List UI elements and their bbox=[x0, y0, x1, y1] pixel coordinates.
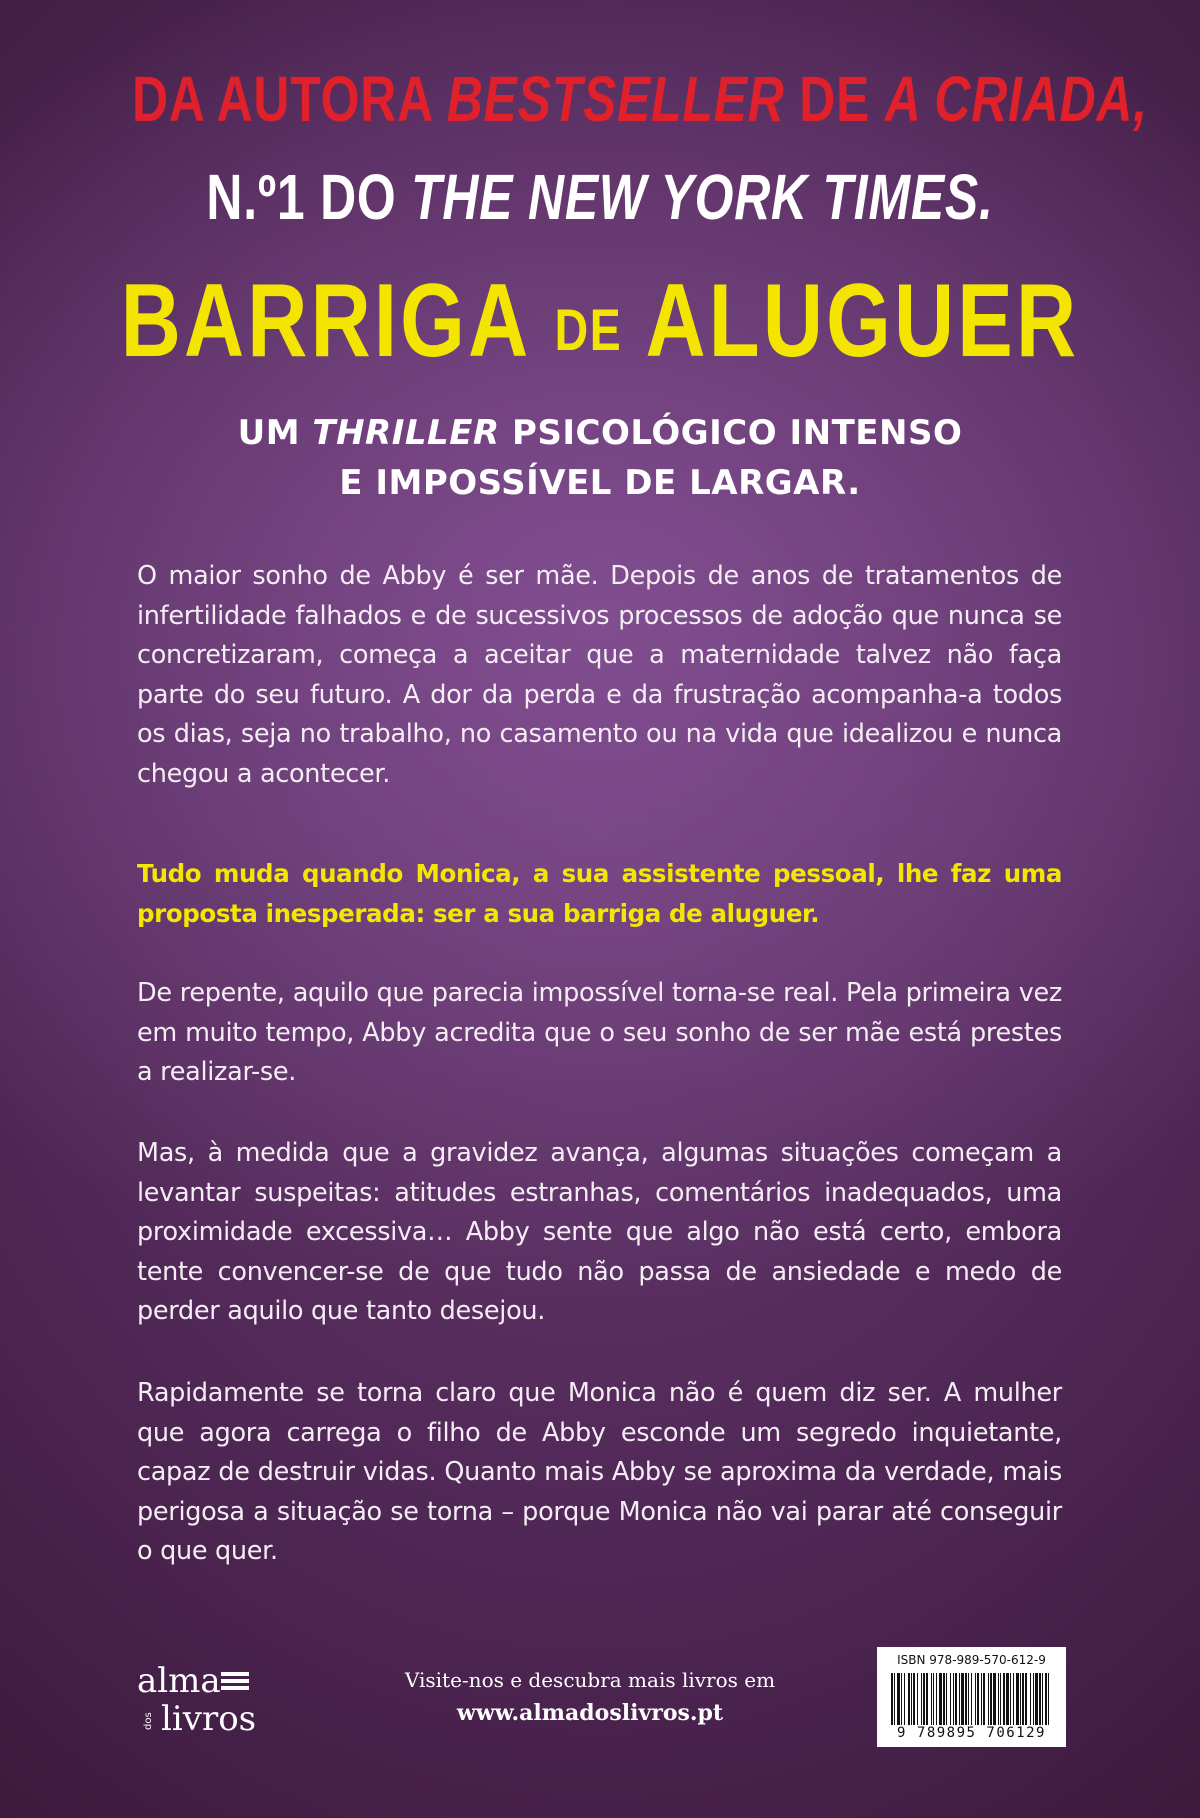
barcode-bar bbox=[959, 1673, 960, 1725]
barcode-bar bbox=[1006, 1673, 1009, 1725]
barcode-bar bbox=[913, 1673, 915, 1725]
barcode-bar bbox=[891, 1673, 893, 1725]
title-word-barriga: BARRIGA bbox=[120, 263, 529, 379]
subline-rank: N.º1 DO bbox=[206, 161, 412, 233]
publisher-logo bbox=[135, 1656, 265, 1736]
barcode-bar bbox=[953, 1673, 954, 1725]
barcode-bar bbox=[1039, 1673, 1041, 1725]
logo-alma: alma bbox=[137, 1661, 221, 1701]
synopsis-paragraph-1: O maior sonho de Abby é ser mãe. Depois de anos de tratamentos de infertilidade falhados e de sucessivos processos de adoção que nunca se concretizaram, começa a aceitar que a maternidade talvez não faça parte do seu futuro. A dor da perda e da frustração acompanha-a todos os dias, seja no trabalho, no casamento ou na vida que idealizou e nunca chegou a acontecer. bbox=[137, 561, 1062, 789]
barcode-bar bbox=[1010, 1673, 1011, 1725]
logo-livros: livros bbox=[161, 1699, 257, 1736]
barcode-bar bbox=[977, 1673, 979, 1725]
barcode-bar bbox=[1003, 1673, 1005, 1725]
barcode-bar bbox=[1020, 1673, 1021, 1725]
barcode-bar bbox=[939, 1673, 942, 1725]
tagline-um: UM bbox=[237, 413, 313, 453]
synopsis-paragraph-3: De repente, aquilo que parecia impossível torna-se real. Pela primeira vez em muito tempo, Abby acredita que o seu sonho de ser mãe está prestes a realizar-se. bbox=[137, 978, 1062, 1087]
barcode-bar bbox=[1013, 1673, 1014, 1725]
barcode-bar bbox=[950, 1673, 951, 1725]
tagline-thriller: THRILLER bbox=[312, 413, 500, 453]
barcode-bar bbox=[1042, 1673, 1043, 1725]
barcode-digits: 9 789895 706129 bbox=[897, 1725, 1046, 1741]
barcode-bar bbox=[981, 1673, 982, 1725]
barcode-bar bbox=[961, 1673, 964, 1725]
tagline-line1 bbox=[0, 413, 1200, 453]
barcode-bar bbox=[901, 1673, 902, 1725]
barcode-bar bbox=[917, 1673, 918, 1725]
isbn-barcode bbox=[877, 1647, 1066, 1747]
barcode-bar bbox=[897, 1673, 900, 1725]
barcode-bar bbox=[921, 1673, 922, 1725]
barcode-bar bbox=[955, 1673, 957, 1725]
headline-part1: DA AUTORA bbox=[132, 63, 447, 135]
book-stack-icon bbox=[221, 1672, 249, 1690]
barcode-bar bbox=[1033, 1673, 1034, 1725]
barcode-bar bbox=[904, 1673, 905, 1725]
barcode-icon bbox=[891, 1673, 1052, 1725]
barcode-bar bbox=[975, 1673, 976, 1725]
barcode-bar bbox=[923, 1673, 925, 1725]
barcode-bar bbox=[933, 1673, 934, 1725]
visit-text: Visite-nos e descubra mais livros em bbox=[404, 1668, 776, 1692]
barcode-bar bbox=[983, 1673, 985, 1725]
headline-bestseller: BESTSELLER bbox=[446, 63, 785, 135]
barcode-bar bbox=[993, 1673, 996, 1725]
website-link[interactable]: www.almadoslivros.pt bbox=[456, 1700, 724, 1726]
synopsis-paragraph-5: Rapidamente se torna claro que Monica não é quem diz ser. A mulher que agora carrega o filho de Abby esconde um segredo inquietante, capaz de destruir vidas. Quanto mais Abby se aproxima da verdade, mais perigosa a situação se torna – porque Monica não vai parar até conseguir o que quer. bbox=[137, 1378, 1062, 1566]
barcode-bar bbox=[990, 1673, 992, 1725]
subline-newspaper: THE NEW YORK TIMES. bbox=[411, 161, 994, 233]
barcode-bar bbox=[894, 1673, 895, 1725]
barcode-bar bbox=[926, 1673, 928, 1725]
barcode-bar bbox=[1048, 1673, 1049, 1725]
synopsis-paragraph-4: Mas, à medida que a gravidez avança, algumas situações começam a levantar suspeitas: atitudes estranhas, comentários inadequados, uma proximidade excessiva… Abby sente que algo não está certo, embora tente convencer-se de que tudo não passa de ansiedade e medo de perder aquilo que tanto desejou. bbox=[137, 1138, 1062, 1326]
barcode-bar bbox=[998, 1673, 999, 1725]
synopsis-highlight: Tudo muda quando Monica, a sua assistente pessoal, lhe faz uma proposta inesperada: ser a sua barriga de aluguer. bbox=[137, 859, 1062, 928]
isbn-label: ISBN 978-989-570-612-9 bbox=[897, 1653, 1046, 1667]
barcode-bar bbox=[908, 1673, 910, 1725]
author-headline bbox=[132, 62, 1148, 136]
barcode-bar bbox=[931, 1673, 932, 1725]
barcode-bar bbox=[988, 1673, 989, 1725]
barcode-bar bbox=[1035, 1673, 1038, 1725]
barcode-bar bbox=[965, 1673, 967, 1725]
barcode-bar bbox=[943, 1673, 945, 1725]
title-word-aluguer: ALUGUER bbox=[645, 263, 1080, 379]
logo-dos: dos bbox=[143, 1712, 154, 1730]
bestseller-subline bbox=[132, 160, 1068, 234]
barcode-bar bbox=[1030, 1673, 1031, 1725]
tagline-line2: E IMPOSSÍVEL DE LARGAR. bbox=[339, 463, 861, 503]
headline-book-title: A CRIADA, bbox=[884, 63, 1148, 135]
barcode-bar bbox=[1025, 1673, 1027, 1725]
barcode-bar bbox=[1000, 1673, 1001, 1725]
book-title bbox=[120, 262, 1080, 381]
headline-part2: DE bbox=[784, 63, 885, 135]
barcode-bar bbox=[1022, 1673, 1024, 1725]
barcode-bar bbox=[1045, 1673, 1047, 1725]
title-word-de: DE bbox=[554, 298, 623, 363]
barcode-bar bbox=[911, 1673, 912, 1725]
barcode-bar bbox=[946, 1673, 947, 1725]
barcode-bar bbox=[1016, 1673, 1019, 1725]
barcode-bar bbox=[971, 1673, 972, 1725]
tagline-psicologico: PSICOLÓGICO INTENSO bbox=[499, 413, 963, 453]
barcode-bar bbox=[968, 1673, 969, 1725]
barcode-bar bbox=[936, 1673, 937, 1725]
